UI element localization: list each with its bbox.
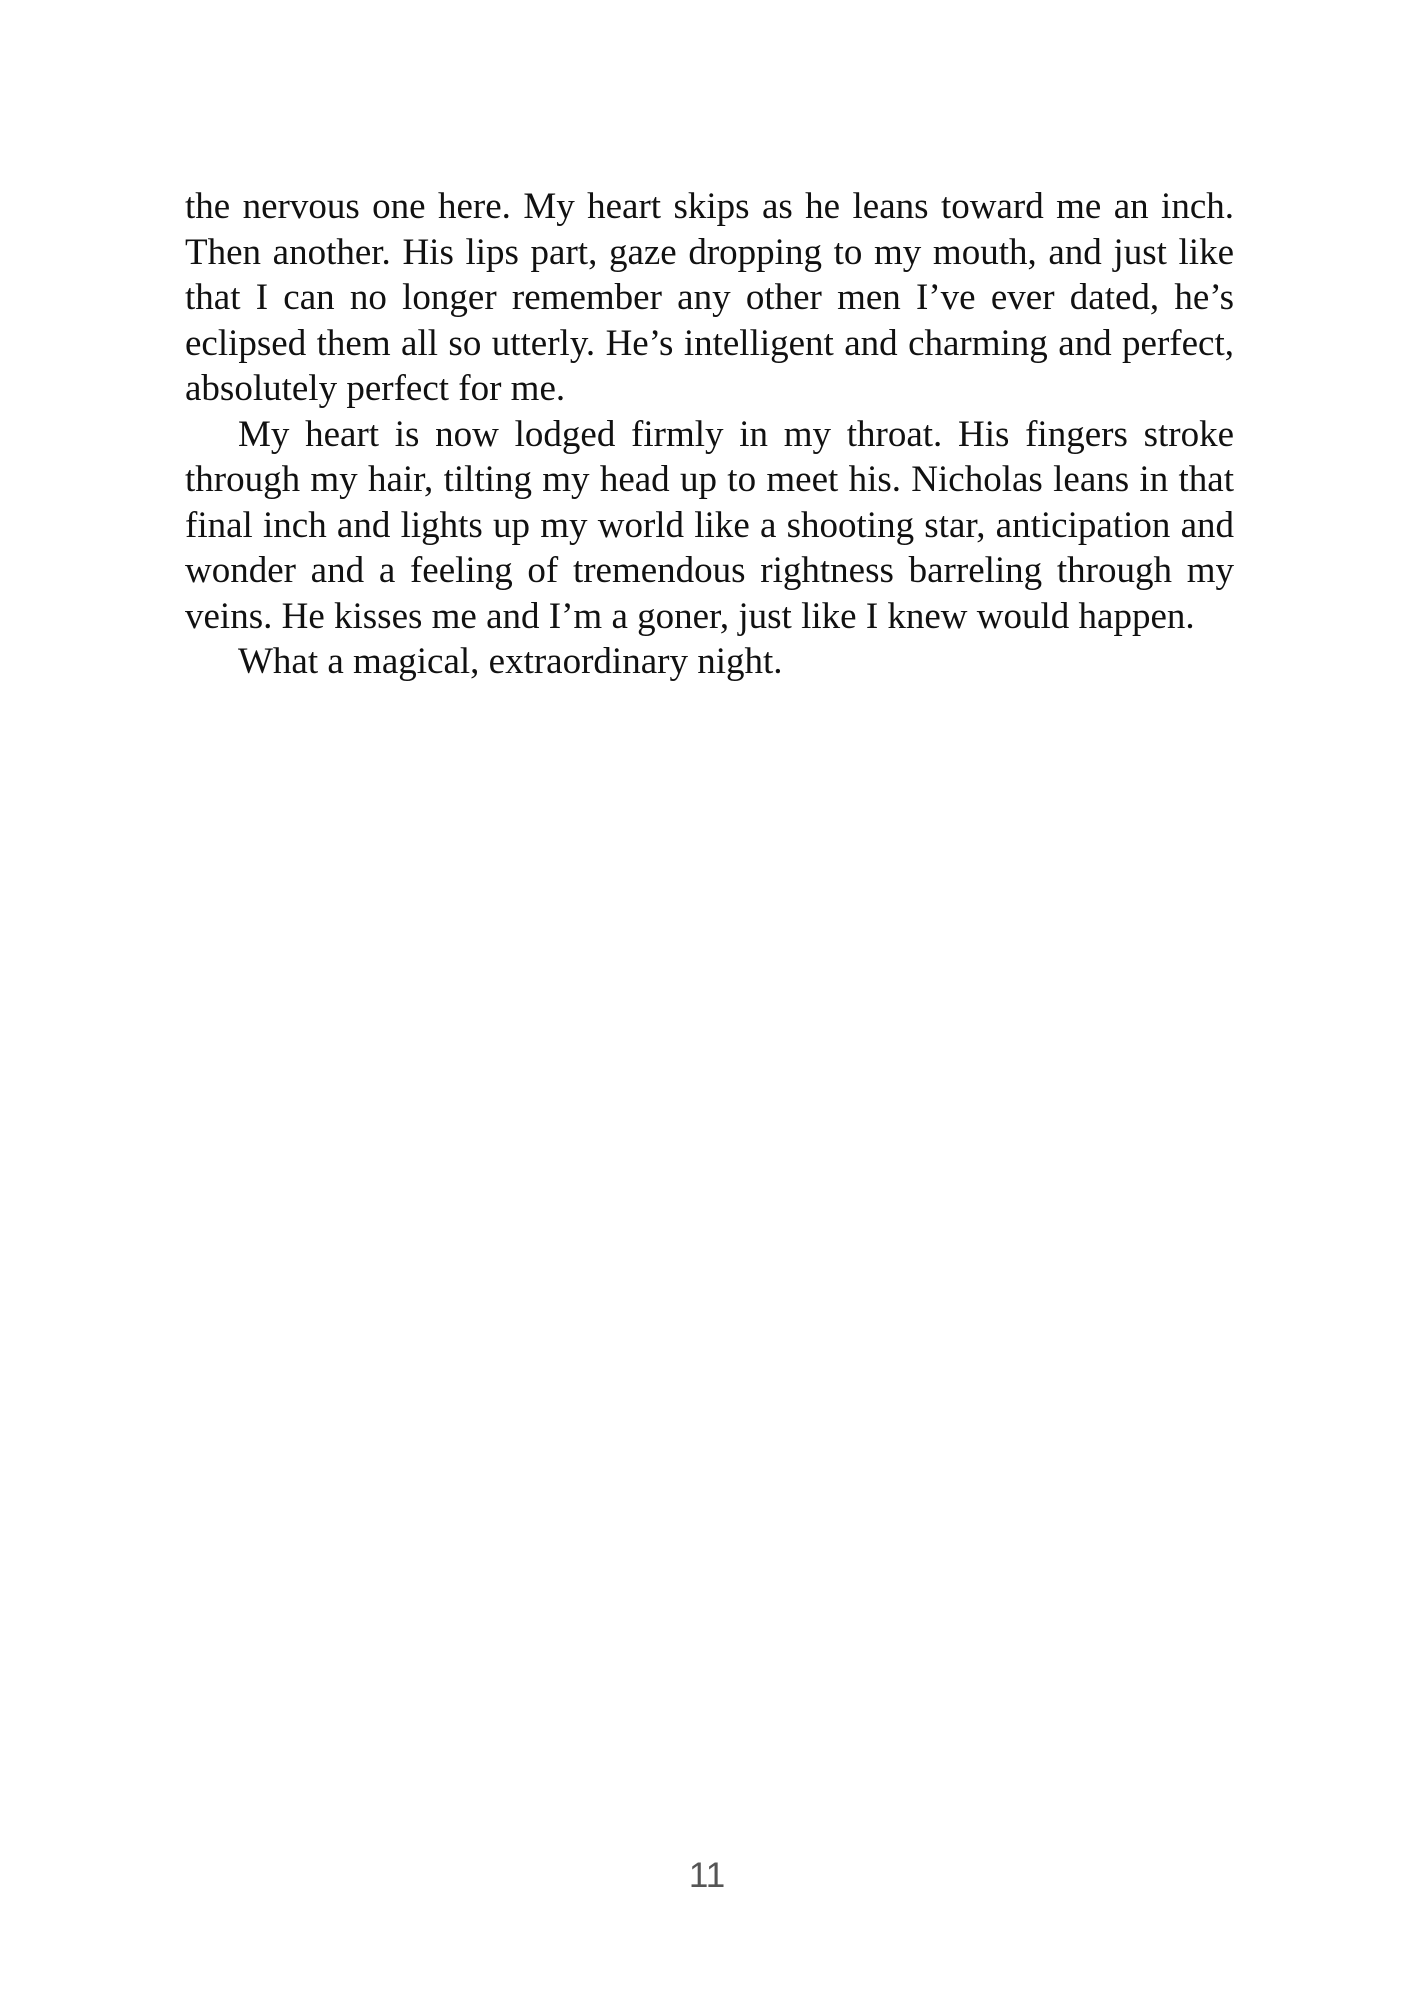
body-text: [185, 184, 1234, 685]
page-number: 11: [688, 1856, 726, 1895]
paragraph-continued: the nervous one here. My heart skips as he leans toward me an inch. Then another. His lips part, gaze dropping to my mouth, and just like that I can no longer remember any other men I’ve ever dated, he’s eclipsed them all so utterly. He’s intelligent and charming and perfect, absolutely perfect for me.: [185, 186, 1234, 409]
paragraph: What a magical, extraordinary night.: [238, 641, 783, 682]
paragraph: My heart is now lodged firmly in my throat. His fingers stroke through my hair, tilting my head up to meet his. Nicholas leans in that final inch and lights up my world like a shooting star, anticipation and wonder and a feeling of tremendous rightness barreling through my veins. He kisses me and I’m a goner, just like I knew would happen.: [185, 413, 1234, 637]
